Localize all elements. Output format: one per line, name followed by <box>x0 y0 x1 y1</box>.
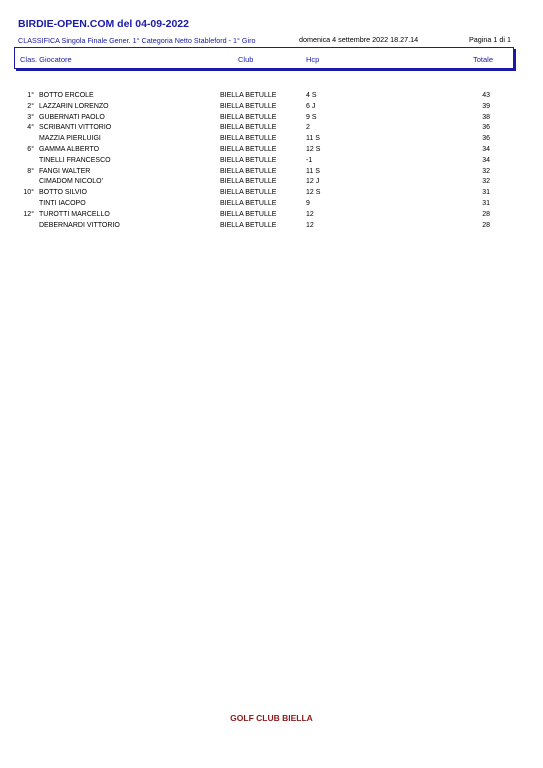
total-cell: 34 <box>482 156 490 164</box>
column-header-hcp: Hcp <box>306 55 320 64</box>
club-cell: BIELLA BETULLE <box>220 156 277 164</box>
club-cell: BIELLA BETULLE <box>220 167 277 175</box>
rank-cell: 10° <box>23 189 34 197</box>
table-row <box>0 145 543 156</box>
player-name-cell: GUBERNATI PAOLO <box>39 113 105 121</box>
player-name-cell: BOTTO ERCOLE <box>39 92 94 99</box>
footer-club-name: GOLF CLUB BIELLA <box>230 713 313 723</box>
player-name-cell: SCRIBANTI VITTORIO <box>39 124 112 132</box>
page-subtitle: CLASSIFICA Singola Finale Gener. 1° Categoria Netto Stableford - 1° Giro <box>18 36 256 45</box>
club-cell: BIELLA BETULLE <box>220 124 277 132</box>
total-cell: 31 <box>482 199 490 207</box>
hcp-cell: 9 <box>306 199 310 207</box>
hcp-cell: 12 <box>306 210 314 218</box>
table-row <box>0 199 543 210</box>
table-row <box>0 156 543 167</box>
player-name-cell: TINELLI FRANCESCO <box>39 156 111 164</box>
total-cell: 32 <box>482 178 490 186</box>
player-name-cell: BOTTO SILVIO <box>39 189 87 197</box>
player-name-cell: LAZZARIN LORENZO <box>39 102 109 110</box>
table-row <box>0 134 543 145</box>
rank-cell: 8° <box>27 167 34 175</box>
results-table <box>0 91 543 231</box>
club-cell: BIELLA BETULLE <box>220 178 277 186</box>
table-row <box>0 102 543 113</box>
club-cell: BIELLA BETULLE <box>220 135 277 143</box>
player-name-cell: TUROTTI MARCELLO <box>39 210 110 218</box>
player-name-cell: FANGI WALTER <box>39 167 91 175</box>
page-title: BIRDIE-OPEN.COM del 04-09-2022 <box>18 18 189 30</box>
hcp-cell: 9 S <box>306 113 317 121</box>
hcp-cell: -1 <box>306 156 313 164</box>
total-cell: 36 <box>482 124 490 132</box>
rank-cell: 1° <box>27 92 34 99</box>
total-cell: 32 <box>482 167 490 175</box>
hcp-cell: 12 <box>306 221 314 229</box>
player-name-cell: CIMADOM NICOLO' <box>39 178 103 186</box>
table-row <box>0 188 543 199</box>
player-name-cell: DEBERNARDI VITTORIO <box>39 221 120 229</box>
total-cell: 34 <box>482 145 490 153</box>
table-row <box>0 167 543 178</box>
hcp-cell: 6 J <box>306 102 316 110</box>
table-header <box>14 47 514 69</box>
total-cell: 43 <box>482 92 490 99</box>
hcp-cell: 11 S <box>306 135 320 143</box>
club-cell: BIELLA BETULLE <box>220 189 277 197</box>
club-cell: BIELLA BETULLE <box>220 102 277 110</box>
club-cell: BIELLA BETULLE <box>220 210 277 218</box>
total-cell: 39 <box>482 102 490 110</box>
hcp-cell: 12 J <box>306 178 320 186</box>
hcp-cell: 2 <box>306 124 310 132</box>
column-header-total: Totale <box>473 55 494 64</box>
table-row <box>0 210 543 221</box>
player-name-cell: GAMMA ALBERTO <box>39 145 100 153</box>
table-row <box>0 177 543 188</box>
rank-cell: 3° <box>27 113 34 121</box>
rank-cell: 12° <box>23 210 34 218</box>
club-cell: BIELLA BETULLE <box>220 221 277 229</box>
total-cell: 28 <box>482 210 490 218</box>
rank-cell: 4° <box>27 124 34 132</box>
table-row <box>0 113 543 124</box>
report-datetime: domenica 4 settembre 2022 18.27.14 <box>299 35 419 44</box>
rank-cell: 6° <box>27 145 34 153</box>
club-cell: BIELLA BETULLE <box>220 92 277 99</box>
total-cell: 31 <box>482 189 490 197</box>
hcp-cell: 12 S <box>306 145 321 153</box>
club-cell: BIELLA BETULLE <box>220 145 277 153</box>
hcp-cell: 11 S <box>306 167 320 175</box>
total-cell: 36 <box>482 135 490 143</box>
club-cell: BIELLA BETULLE <box>220 199 277 207</box>
column-header-pos-name: Clas. Giocatore <box>20 55 72 64</box>
table-row <box>0 91 543 102</box>
page-number: Pagina 1 di 1 <box>469 35 511 44</box>
table-row <box>0 221 543 232</box>
column-header-club: Club <box>238 55 254 64</box>
club-cell: BIELLA BETULLE <box>220 113 277 121</box>
hcp-cell: 12 S <box>306 189 321 197</box>
rank-cell: 2° <box>27 102 34 110</box>
player-name-cell: MAZZIA PIERLUIGI <box>39 135 101 143</box>
total-cell: 38 <box>482 113 490 121</box>
player-name-cell: TINTI IACOPO <box>39 199 86 207</box>
total-cell: 28 <box>482 221 490 229</box>
table-row <box>0 123 543 134</box>
hcp-cell: 4 S <box>306 92 317 99</box>
